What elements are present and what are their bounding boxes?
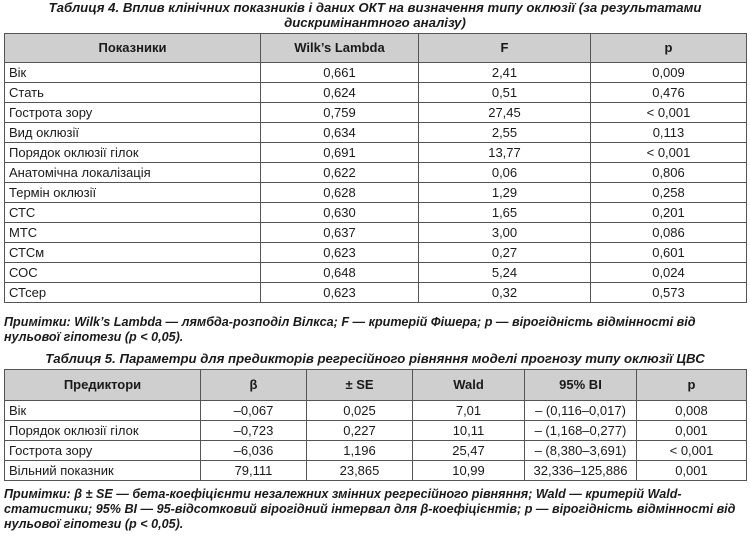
table5-cell: 0,025	[307, 401, 413, 421]
table4-row	[5, 243, 747, 263]
table4-note: Примітки: Wilk’s Lambda — лямбда-розподіл Вілкса; F — критерій Фішера; р — вірогідність відмінності від нульової гіпотези (р < 0,05).	[4, 315, 696, 344]
table4-cell: 0,622	[261, 163, 419, 183]
table4-row	[5, 283, 747, 303]
table4-cell: Анатомічна локалізація	[5, 163, 261, 183]
table4-cell: 2,55	[419, 123, 591, 143]
table5	[4, 369, 747, 481]
table4-cell: 0,51	[419, 83, 591, 103]
table4-cell: 0,648	[261, 263, 419, 283]
table5-cell: – (1,168–0,277)	[525, 421, 637, 441]
table4-cell: 0,201	[591, 203, 747, 223]
table4-cell: 0,32	[419, 283, 591, 303]
table4-cell: СТС	[5, 203, 261, 223]
table4-cell: 0,623	[261, 283, 419, 303]
table5-cell: 7,01	[413, 401, 525, 421]
table4-cell: 0,024	[591, 263, 747, 283]
table4-cell: 0,623	[261, 243, 419, 263]
table4-row	[5, 223, 747, 243]
table4-cell: Термін оклюзії	[5, 183, 261, 203]
table4-cell: 0,628	[261, 183, 419, 203]
table4-cell: 13,77	[419, 143, 591, 163]
table4-cell: 0,601	[591, 243, 747, 263]
table5-header-cell: 95% ВІ	[525, 370, 637, 401]
table5-cell: Порядок оклюзії гілок	[5, 421, 201, 441]
table5-cell: 0,001	[637, 421, 747, 441]
table5-cell: –0,723	[201, 421, 307, 441]
table5-row	[5, 421, 747, 441]
table5-cell: –6,036	[201, 441, 307, 461]
table4	[4, 33, 747, 303]
table4-row	[5, 103, 747, 123]
table5-cell: – (8,380–3,691)	[525, 441, 637, 461]
table4-cell: Вид оклюзії	[5, 123, 261, 143]
table4-cell: 0,258	[591, 183, 747, 203]
table4-cell: 0,113	[591, 123, 747, 143]
table4-cell: 0,630	[261, 203, 419, 223]
table4-cell: 0,691	[261, 143, 419, 163]
table4-cell: < 0,001	[591, 103, 747, 123]
table4-row	[5, 263, 747, 283]
table4-cell: 1,65	[419, 203, 591, 223]
table4-cell: 5,24	[419, 263, 591, 283]
table4-cell: 0,637	[261, 223, 419, 243]
table4-cell: < 0,001	[591, 143, 747, 163]
table4-cell: Гострота зору	[5, 103, 261, 123]
table4-cell: 0,624	[261, 83, 419, 103]
table4-caption: Таблиця 4. Вплив клінічних показників і даних ОКТ на визначення типу оклюзії (за результатами дискримінантного аналізу)	[48, 0, 702, 30]
table5-header-cell: ± SE	[307, 370, 413, 401]
table4-cell: 0,06	[419, 163, 591, 183]
table5-cell: Вільний показник	[5, 461, 201, 481]
table5-cell: 0,001	[637, 461, 747, 481]
table4-header-cell: F	[419, 34, 591, 63]
table4-cell: 3,00	[419, 223, 591, 243]
table5-row	[5, 401, 747, 421]
table5-cell: 79,111	[201, 461, 307, 481]
table4-cell: 0,476	[591, 83, 747, 103]
table5-cell: 0,227	[307, 421, 413, 441]
table5-cell: 10,99	[413, 461, 525, 481]
table5-cell: –0,067	[201, 401, 307, 421]
table4-cell: 0,759	[261, 103, 419, 123]
table4-cell: 0,806	[591, 163, 747, 183]
table4-header-cell: p	[591, 34, 747, 63]
table4-row	[5, 183, 747, 203]
table4-cell: 0,661	[261, 63, 419, 83]
table4-cell: 0,27	[419, 243, 591, 263]
table4-cell: 1,29	[419, 183, 591, 203]
table4-row	[5, 123, 747, 143]
table5-header-cell: Предиктори	[5, 370, 201, 401]
table4-cell: Стать	[5, 83, 261, 103]
table5-header-cell: β	[201, 370, 307, 401]
table5-header-row	[5, 370, 747, 401]
table5-cell: Вік	[5, 401, 201, 421]
table4-header-cell: Wilk’s Lambda	[261, 34, 419, 63]
table4-row	[5, 143, 747, 163]
table5-cell: 10,11	[413, 421, 525, 441]
table5-row	[5, 461, 747, 481]
table4-header-row	[5, 34, 747, 63]
table4-cell: СТсер	[5, 283, 261, 303]
table5-cell: 23,865	[307, 461, 413, 481]
table5-cell: 1,196	[307, 441, 413, 461]
table5-cell: – (0,116–0,017)	[525, 401, 637, 421]
table4-row	[5, 163, 747, 183]
table5-cell: 25,47	[413, 441, 525, 461]
table5-row	[5, 441, 747, 461]
table5-header-cell: Wald	[413, 370, 525, 401]
table4-cell: 0,009	[591, 63, 747, 83]
table4-header-cell: Показники	[5, 34, 261, 63]
table4-cell: Порядок оклюзії гілок	[5, 143, 261, 163]
table5-note: Примітки: β ± SE — бета-коефіцієнти незалежних змінних регресійного рівняння; Wald — критерій Wald-статистики; 95% ВІ — 95-відсотковий вірогідний інтервал для β-коефіцієнтів; р — вірогідність відмінності від нульової гіпотези (р < 0,05).	[4, 487, 736, 531]
table4-cell: 0,573	[591, 283, 747, 303]
table4-cell: СОС	[5, 263, 261, 283]
table5-cell: 0,008	[637, 401, 747, 421]
table4-row	[5, 203, 747, 223]
table4-row	[5, 83, 747, 103]
table4-cell: 27,45	[419, 103, 591, 123]
table4-row	[5, 63, 747, 83]
table4-cell: 0,634	[261, 123, 419, 143]
table5-caption: Таблиця 5. Параметри для предикторів регресійного рівняння моделі прогнозу типу оклюзії ЦВС	[45, 351, 705, 366]
table5-cell: 32,336–125,886	[525, 461, 637, 481]
table4-cell: 0,086	[591, 223, 747, 243]
table4-cell: СТСм	[5, 243, 261, 263]
table5-cell: Гострота зору	[5, 441, 201, 461]
table5-header-cell: р	[637, 370, 747, 401]
table4-cell: МТС	[5, 223, 261, 243]
table4-cell: Вік	[5, 63, 261, 83]
table5-cell: < 0,001	[637, 441, 747, 461]
table4-cell: 2,41	[419, 63, 591, 83]
